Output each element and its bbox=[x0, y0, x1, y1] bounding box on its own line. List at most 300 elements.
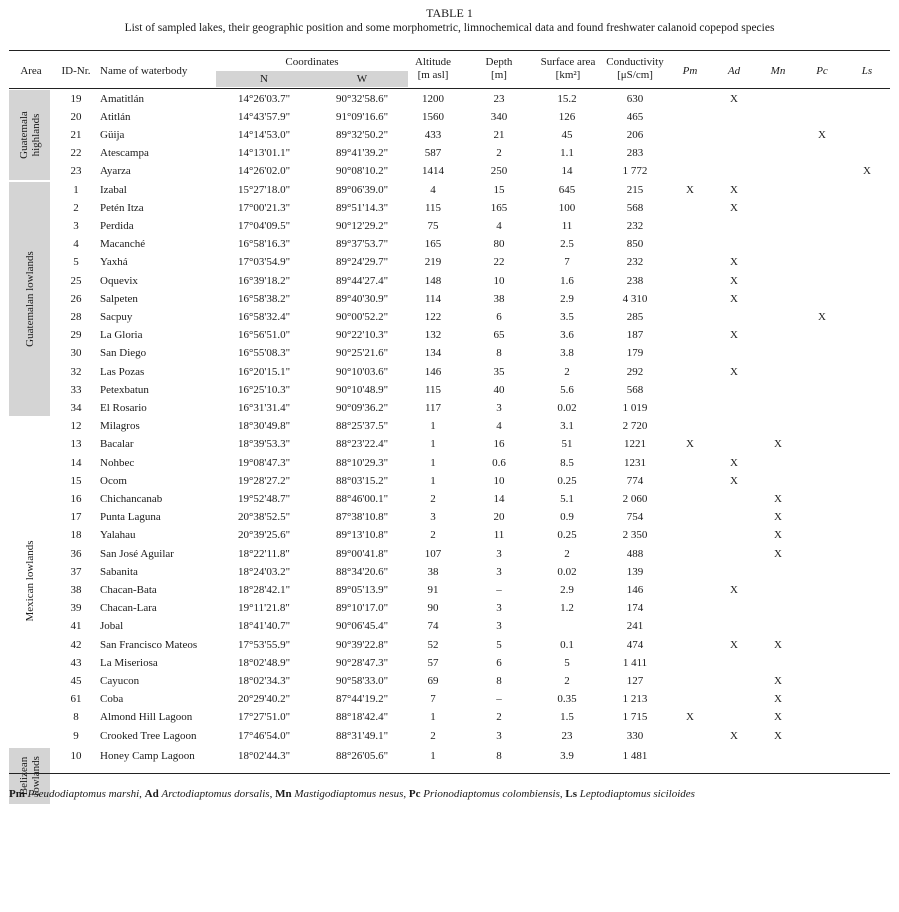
cell-cond: 187 bbox=[626, 329, 644, 342]
cell-alt: 146 bbox=[424, 365, 442, 378]
cell-depth: 250 bbox=[490, 165, 508, 178]
cell-id: 20 bbox=[70, 110, 82, 123]
cell-surface: 45 bbox=[561, 128, 573, 141]
footnote-separator: , bbox=[403, 788, 409, 800]
cell-w: 89°05'13.9" bbox=[335, 583, 389, 596]
cell-ad: X bbox=[730, 201, 738, 214]
table-row bbox=[0, 90, 899, 108]
table-row bbox=[0, 162, 899, 180]
cell-surface: 11 bbox=[561, 219, 573, 232]
cell-depth: 21 bbox=[493, 128, 505, 141]
cell-name: Petén Itza bbox=[100, 201, 144, 214]
cell-ad: X bbox=[730, 365, 738, 378]
cell-cond: 1231 bbox=[624, 456, 646, 469]
cell-surface: 5.1 bbox=[560, 492, 574, 505]
cell-w: 90°06'45.4" bbox=[335, 620, 389, 633]
cell-id: 14 bbox=[70, 456, 82, 469]
cell-n: 17°53'55.9" bbox=[237, 638, 291, 651]
cell-surface: 0.02 bbox=[557, 401, 577, 414]
cell-n: 16°58'32.4" bbox=[237, 310, 291, 323]
cell-n: 19°11'21.8" bbox=[238, 602, 290, 615]
cell-alt: 1 bbox=[430, 749, 436, 762]
cell-name: Oquevix bbox=[100, 274, 138, 287]
cell-id: 15 bbox=[70, 474, 82, 487]
header-ls: Ls bbox=[861, 65, 873, 77]
cell-surface: 0.02 bbox=[557, 565, 577, 578]
table-row bbox=[0, 290, 899, 308]
cell-alt: 1414 bbox=[422, 165, 444, 178]
cell-surface: 14 bbox=[561, 165, 573, 178]
cell-n: 16°25'10.3" bbox=[237, 383, 291, 396]
cell-depth: 16 bbox=[493, 438, 505, 451]
cell-name: Honey Camp Lagoon bbox=[100, 749, 195, 762]
cell-depth: 3 bbox=[496, 401, 502, 414]
cell-cond: 238 bbox=[626, 274, 644, 287]
cell-w: 90°08'10.2" bbox=[335, 165, 389, 178]
cell-name: Yaxhá bbox=[100, 256, 128, 269]
table-row bbox=[0, 126, 899, 144]
cell-n: 14°14'53.0" bbox=[237, 128, 291, 141]
cell-w: 89°37'53.7" bbox=[335, 238, 389, 251]
cell-n: 20°39'25.6" bbox=[237, 529, 291, 542]
cell-w: 90°32'58.6" bbox=[335, 92, 389, 105]
cell-alt: 219 bbox=[424, 256, 442, 269]
cell-surface: 1.5 bbox=[560, 711, 574, 724]
cell-w: 88°34'20.6" bbox=[335, 565, 389, 578]
table-row bbox=[0, 617, 899, 635]
cell-n: 15°27'18.0" bbox=[237, 183, 291, 196]
cell-name: Crooked Tree Lagoon bbox=[100, 729, 197, 742]
cell-surface: 126 bbox=[558, 110, 576, 123]
cell-w: 89°41'39.2" bbox=[335, 147, 389, 160]
cell-cond: 292 bbox=[626, 365, 644, 378]
cell-w: 89°06'39.0" bbox=[335, 183, 389, 196]
header-n: N bbox=[260, 73, 268, 85]
cell-alt: 3 bbox=[430, 511, 436, 524]
header-name: Name of waterbody bbox=[100, 65, 188, 77]
table-title: TABLE 1 bbox=[426, 6, 473, 20]
species-footnote bbox=[9, 788, 695, 801]
cell-alt: 52 bbox=[427, 638, 439, 651]
cell-name: Ayarza bbox=[100, 165, 131, 178]
cell-surface: 0.25 bbox=[557, 529, 577, 542]
cell-surface: 3.9 bbox=[560, 749, 574, 762]
cell-alt: 38 bbox=[427, 565, 439, 578]
cell-cond: 474 bbox=[626, 638, 644, 651]
cell-w: 90°09'36.2" bbox=[335, 401, 389, 414]
cell-w: 89°00'41.8" bbox=[335, 547, 389, 560]
cell-cond: 568 bbox=[626, 201, 644, 214]
cell-id: 1 bbox=[73, 183, 79, 196]
cell-cond: 330 bbox=[626, 729, 644, 742]
cell-n: 14°26'03.7" bbox=[237, 92, 291, 105]
cell-id: 43 bbox=[70, 656, 82, 669]
cell-id: 42 bbox=[70, 638, 82, 651]
cell-surface: 0.9 bbox=[560, 511, 574, 524]
cell-name: Bacalar bbox=[100, 438, 134, 451]
area-label-line: Belizean bbox=[17, 756, 30, 795]
cell-alt: 4 bbox=[430, 183, 436, 196]
cell-depth: 65 bbox=[493, 329, 505, 342]
cell-alt: 1 bbox=[430, 438, 436, 451]
cell-w: 89°13'10.8" bbox=[335, 529, 389, 542]
cell-w: 88°46'00.1" bbox=[335, 492, 389, 505]
cell-surface: 2 bbox=[564, 365, 570, 378]
cell-id: 29 bbox=[70, 329, 82, 342]
footnote-separator: , bbox=[559, 788, 566, 800]
cell-n: 18°41'40.7" bbox=[237, 620, 291, 633]
cell-mn: X bbox=[774, 511, 782, 524]
cell-alt: 433 bbox=[424, 128, 442, 141]
cell-ad: X bbox=[730, 292, 738, 305]
cell-name: Petexbatun bbox=[100, 383, 149, 396]
cell-mn: X bbox=[774, 638, 782, 651]
cell-mn: X bbox=[774, 438, 782, 451]
cell-name: Amatitlán bbox=[100, 92, 144, 105]
cell-id: 4 bbox=[73, 238, 79, 251]
cell-w: 91°09'16.6" bbox=[335, 110, 389, 123]
cell-cond: 1 213 bbox=[622, 693, 648, 706]
table-row bbox=[0, 526, 899, 544]
header-conductivity-label: Conductivity bbox=[606, 56, 664, 68]
cell-depth: 340 bbox=[490, 110, 508, 123]
cell-name: Coba bbox=[100, 693, 124, 706]
cell-cond: 1 411 bbox=[622, 656, 648, 669]
cell-w: 90°22'10.3" bbox=[335, 329, 389, 342]
area-label-line: lowlands bbox=[29, 755, 42, 796]
header-ad: Ad bbox=[727, 65, 741, 77]
cell-alt: 114 bbox=[424, 292, 442, 305]
cell-id: 61 bbox=[70, 693, 82, 706]
header-altitude-unit: [m asl] bbox=[417, 69, 449, 81]
cell-id: 10 bbox=[70, 749, 82, 762]
cell-depth: 6 bbox=[496, 656, 502, 669]
cell-surface: 3.5 bbox=[560, 310, 574, 323]
cell-w: 89°40'30.9" bbox=[335, 292, 389, 305]
cell-cond: 774 bbox=[626, 474, 644, 487]
cell-alt: 1 bbox=[430, 456, 436, 469]
cell-alt: 57 bbox=[427, 656, 439, 669]
cell-alt: 91 bbox=[427, 583, 439, 596]
cell-w: 87°44'19.2" bbox=[335, 693, 389, 706]
footnote-abbr: Pm bbox=[9, 788, 25, 800]
header-pm: Pm bbox=[682, 65, 698, 77]
table-row bbox=[0, 381, 899, 399]
cell-alt: 1560 bbox=[422, 110, 444, 123]
footnote-abbr: Mn bbox=[275, 788, 292, 800]
cell-n: 18°02'34.3" bbox=[237, 674, 291, 687]
cell-cond: 850 bbox=[626, 238, 644, 251]
cell-surface: 2.5 bbox=[560, 238, 574, 251]
cell-cond: 285 bbox=[626, 310, 644, 323]
cell-depth: 40 bbox=[493, 383, 505, 396]
cell-cond: 1221 bbox=[624, 438, 646, 451]
cell-depth: 23 bbox=[493, 92, 505, 105]
cell-n: 16°56'51.0" bbox=[237, 329, 291, 342]
cell-n: 18°02'48.9" bbox=[237, 656, 291, 669]
cell-depth: 80 bbox=[493, 238, 505, 251]
header-mn: Mn bbox=[770, 65, 786, 77]
cell-name: Milagros bbox=[100, 420, 140, 433]
cell-surface: 3.6 bbox=[560, 329, 574, 342]
cell-id: 23 bbox=[70, 165, 82, 178]
cell-id: 2 bbox=[73, 201, 79, 214]
table-row bbox=[0, 253, 899, 271]
cell-ad: X bbox=[730, 256, 738, 269]
cell-depth: 3 bbox=[496, 547, 502, 560]
cell-w: 88°31'49.1" bbox=[335, 729, 389, 742]
cell-alt: 134 bbox=[424, 347, 442, 360]
cell-cond: 232 bbox=[626, 219, 644, 232]
cell-id: 45 bbox=[70, 674, 82, 687]
cell-depth: 165 bbox=[490, 201, 508, 214]
cell-surface: 15.2 bbox=[557, 92, 577, 105]
cell-w: 88°26'05.6" bbox=[335, 749, 389, 762]
cell-w: 89°10'17.0" bbox=[335, 602, 389, 615]
cell-id: 17 bbox=[70, 511, 82, 524]
cell-name: La Gloria bbox=[100, 329, 143, 342]
cell-surface: 1.1 bbox=[560, 147, 574, 160]
cell-name: La Miseriosa bbox=[100, 656, 158, 669]
cell-cond: 215 bbox=[626, 183, 644, 196]
cell-w: 88°23'22.4" bbox=[335, 438, 389, 451]
cell-depth: 22 bbox=[493, 256, 505, 269]
cell-w: 90°10'48.9" bbox=[335, 383, 389, 396]
cell-surface: 2.9 bbox=[560, 292, 574, 305]
cell-surface: 2.9 bbox=[560, 583, 574, 596]
cell-pc: X bbox=[818, 128, 826, 141]
table-row bbox=[0, 508, 899, 526]
cell-surface: 645 bbox=[558, 183, 576, 196]
cell-depth: 6 bbox=[496, 310, 502, 323]
cell-cond: 2 060 bbox=[622, 492, 648, 505]
cell-name: Yalahau bbox=[100, 529, 136, 542]
header-altitude bbox=[408, 56, 458, 82]
top-rule bbox=[9, 50, 890, 51]
cell-id: 39 bbox=[70, 602, 82, 615]
cell-n: 17°46'54.0" bbox=[237, 729, 291, 742]
cell-depth: 38 bbox=[493, 292, 505, 305]
cell-ad: X bbox=[730, 329, 738, 342]
cell-surface: 5.6 bbox=[560, 383, 574, 396]
cell-alt: 165 bbox=[424, 238, 442, 251]
cell-id: 19 bbox=[70, 92, 82, 105]
header-conductivity bbox=[600, 56, 670, 82]
table-row bbox=[0, 708, 899, 726]
cell-id: 21 bbox=[70, 128, 82, 141]
cell-mn: X bbox=[774, 529, 782, 542]
cell-cond: 488 bbox=[626, 547, 644, 560]
cell-w: 89°51'14.3" bbox=[335, 201, 389, 214]
cell-pc: X bbox=[818, 310, 826, 323]
cell-depth: 3 bbox=[496, 620, 502, 633]
header-area: Area bbox=[20, 65, 42, 77]
table-row bbox=[0, 690, 899, 708]
cell-surface: 1.6 bbox=[560, 274, 574, 287]
cell-mn: X bbox=[774, 729, 782, 742]
cell-depth: 4 bbox=[496, 219, 502, 232]
cell-surface: 2 bbox=[564, 547, 570, 560]
cell-name: Chacan-Bata bbox=[100, 583, 157, 596]
cell-w: 89°44'27.4" bbox=[335, 274, 389, 287]
cell-id: 12 bbox=[70, 420, 82, 433]
cell-name: Perdida bbox=[100, 219, 134, 232]
cell-id: 8 bbox=[73, 711, 79, 724]
table-row bbox=[0, 108, 899, 126]
cell-n: 19°28'27.2" bbox=[237, 474, 291, 487]
cell-alt: 115 bbox=[424, 201, 442, 214]
cell-w: 88°25'37.5" bbox=[335, 420, 389, 433]
cell-depth: 20 bbox=[493, 511, 505, 524]
header-coordinates: Coordinates bbox=[285, 56, 339, 68]
table-caption: List of sampled lakes, their geographic position and some morphometric, limnochemical data and found freshwater calanoid copepod species bbox=[124, 22, 775, 34]
table-row bbox=[0, 747, 899, 765]
cell-cond: 127 bbox=[626, 674, 644, 687]
cell-n: 18°28'42.1" bbox=[237, 583, 291, 596]
cell-surface: 1.2 bbox=[560, 602, 574, 615]
cell-id: 37 bbox=[70, 565, 82, 578]
footnote-abbr: Ad bbox=[144, 788, 159, 800]
cell-cond: 206 bbox=[626, 128, 644, 141]
cell-depth: 14 bbox=[493, 492, 505, 505]
cell-cond: 568 bbox=[626, 383, 644, 396]
cell-cond: 4 310 bbox=[622, 292, 648, 305]
cell-name: Jobal bbox=[100, 620, 124, 633]
cell-depth: 10 bbox=[493, 474, 505, 487]
cell-alt: 75 bbox=[427, 219, 439, 232]
cell-depth: 8 bbox=[496, 674, 502, 687]
cell-depth: 3 bbox=[496, 602, 502, 615]
cell-n: 16°31'31.4" bbox=[237, 401, 291, 414]
cell-n: 14°13'01.1" bbox=[237, 147, 291, 160]
header-id: ID-Nr. bbox=[61, 65, 91, 77]
cell-w: 89°24'29.7" bbox=[335, 256, 389, 269]
cell-mn: X bbox=[774, 547, 782, 560]
cell-alt: 7 bbox=[430, 693, 436, 706]
cell-w: 88°18'42.4" bbox=[335, 711, 389, 724]
cell-mn: X bbox=[774, 693, 782, 706]
cell-w: 87°38'10.8" bbox=[335, 511, 389, 524]
cell-pm: X bbox=[686, 711, 694, 724]
cell-n: 17°00'21.3" bbox=[237, 201, 291, 214]
cell-n: 17°03'54.9" bbox=[237, 256, 291, 269]
table-row bbox=[0, 217, 899, 235]
cell-n: 18°02'44.3" bbox=[237, 749, 291, 762]
cell-n: 18°30'49.8" bbox=[237, 420, 291, 433]
cell-n: 16°20'15.1" bbox=[237, 365, 291, 378]
table-row bbox=[0, 636, 899, 654]
cell-depth: 0.6 bbox=[492, 456, 506, 469]
area-label-line: highlands bbox=[29, 113, 42, 156]
cell-depth: 2 bbox=[496, 147, 502, 160]
cell-alt: 74 bbox=[427, 620, 439, 633]
table-row bbox=[0, 399, 899, 417]
cell-cond: 174 bbox=[626, 602, 644, 615]
cell-cond: 241 bbox=[626, 620, 644, 633]
table-row bbox=[0, 272, 899, 290]
cell-n: 17°04'09.5" bbox=[237, 219, 291, 232]
table-row bbox=[0, 472, 899, 490]
cell-id: 5 bbox=[73, 256, 79, 269]
cell-ad: X bbox=[730, 456, 738, 469]
cell-surface: 100 bbox=[558, 201, 576, 214]
cell-name: Ocom bbox=[100, 474, 127, 487]
cell-alt: 1 bbox=[430, 420, 436, 433]
footnote-separator: , bbox=[139, 788, 145, 800]
bottom-rule bbox=[9, 773, 890, 774]
cell-alt: 117 bbox=[424, 401, 442, 414]
cell-cond: 1 481 bbox=[622, 749, 648, 762]
cell-n: 16°58'38.2" bbox=[237, 292, 291, 305]
cell-w: 90°10'03.6" bbox=[335, 365, 389, 378]
table-row bbox=[0, 599, 899, 617]
footnote-species: Prionodiaptomus colombiensis bbox=[423, 788, 560, 800]
cell-w: 90°00'52.2" bbox=[335, 310, 389, 323]
cell-alt: 69 bbox=[427, 674, 439, 687]
cell-n: 14°43'57.9" bbox=[237, 110, 291, 123]
cell-depth: 3 bbox=[496, 565, 502, 578]
cell-w: 90°58'33.0" bbox=[335, 674, 389, 687]
footnote-species: Pseudodiaptomus marshi bbox=[27, 788, 140, 800]
cell-n: 14°26'02.0" bbox=[237, 165, 291, 178]
cell-name: San Francisco Mateos bbox=[100, 638, 198, 651]
cell-alt: 2 bbox=[430, 729, 436, 742]
cell-id: 16 bbox=[70, 492, 82, 505]
cell-depth: 2 bbox=[496, 711, 502, 724]
cell-alt: 107 bbox=[424, 547, 442, 560]
cell-depth: 3 bbox=[496, 729, 502, 742]
table-row bbox=[0, 581, 899, 599]
cell-surface: 23 bbox=[561, 729, 573, 742]
cell-surface: 0.25 bbox=[557, 474, 577, 487]
cell-id: 9 bbox=[73, 729, 79, 742]
cell-name: Macanché bbox=[100, 238, 146, 251]
cell-ls: X bbox=[863, 165, 871, 178]
cell-n: 16°58'16.3" bbox=[237, 238, 291, 251]
cell-alt: 1200 bbox=[422, 92, 444, 105]
cell-alt: 90 bbox=[427, 602, 439, 615]
cell-alt: 115 bbox=[424, 383, 442, 396]
cell-id: 18 bbox=[70, 529, 82, 542]
cell-alt: 2 bbox=[430, 492, 436, 505]
footnote-separator: , bbox=[269, 788, 276, 800]
area-label-line: Guatemalan lowlands bbox=[23, 250, 36, 347]
cell-w: 90°12'29.2" bbox=[335, 219, 389, 232]
cell-surface: 51 bbox=[561, 438, 573, 451]
cell-cond: 754 bbox=[626, 511, 644, 524]
cell-alt: 132 bbox=[424, 329, 442, 342]
table-row bbox=[0, 545, 899, 563]
header-w: W bbox=[356, 73, 368, 85]
header-surface-area-label: Surface area bbox=[540, 56, 596, 68]
cell-cond: 1 715 bbox=[622, 711, 648, 724]
cell-name: Atitlán bbox=[100, 110, 131, 123]
cell-depth: – bbox=[496, 693, 502, 706]
cell-id: 3 bbox=[73, 219, 79, 232]
footnote-species: Leptodiaptomus siciloides bbox=[579, 788, 695, 800]
cell-id: 36 bbox=[70, 547, 82, 560]
cell-name: San Diego bbox=[100, 347, 147, 360]
table-row bbox=[0, 308, 899, 326]
cell-alt: 122 bbox=[424, 310, 442, 323]
cell-mn: X bbox=[774, 674, 782, 687]
cell-n: 20°29'40.2" bbox=[237, 693, 291, 706]
cell-name: Sabanita bbox=[100, 565, 138, 578]
cell-mn: X bbox=[774, 711, 782, 724]
table-row bbox=[0, 435, 899, 453]
table-row bbox=[0, 199, 899, 217]
cell-ad: X bbox=[730, 474, 738, 487]
